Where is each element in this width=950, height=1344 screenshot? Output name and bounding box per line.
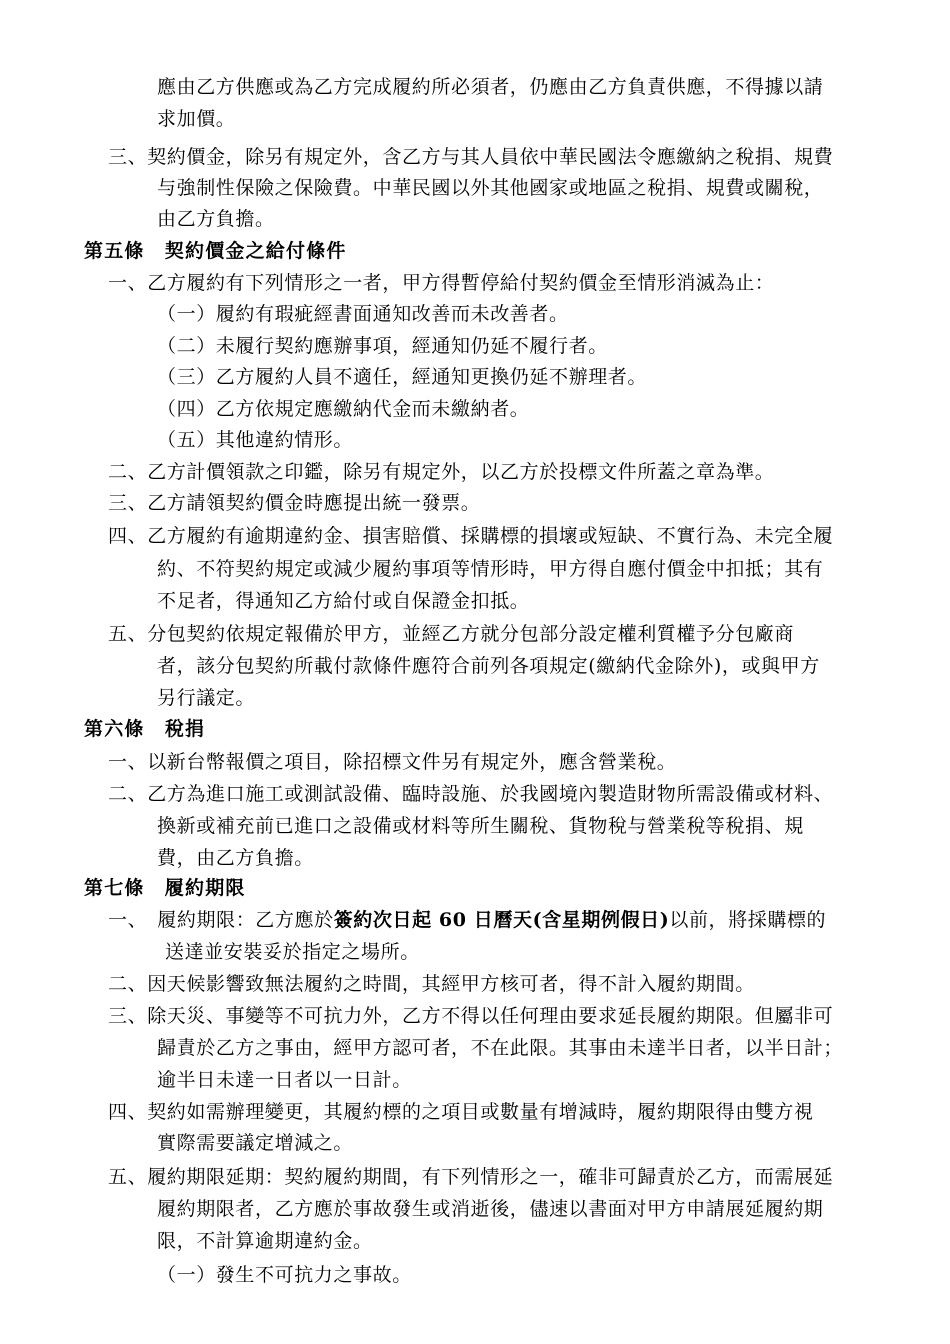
text-line: 者，該分包契約所載付款條件應符合前列各項規定(繳納代金除外)，或與甲方 bbox=[157, 655, 820, 677]
text-line: 与強制性保險之保險費。中華民國以外其他國家或地區之稅捐、規費或關稅， bbox=[157, 177, 824, 199]
text-line: 歸責於乙方之事由，經甲方認可者，不在此限。其事由未達半日者，以半日計； bbox=[157, 1037, 844, 1059]
text-line: 二、因天候影響致無法履約之時間，其經甲方核可者，得不計入履約期間。 bbox=[108, 973, 755, 995]
text-line: （五）其他違約情形。 bbox=[157, 429, 354, 451]
text-line: 二、乙方計價領款之印鑑，除另有規定外，以乙方於投標文件所蓋之章為準。 bbox=[108, 461, 775, 483]
article-heading: 第七條 履約期限 bbox=[84, 877, 246, 899]
text-line: 實際需要議定增減之。 bbox=[157, 1132, 354, 1154]
text-line: 履約期限者，乙方應於事故發生或消逝後，儘速以書面对甲方申請展延履約期 bbox=[157, 1198, 824, 1220]
text-line: 約、不符契約規定或減少履約事項等情形時，甲方得自應付價金中扣抵；其有 bbox=[157, 558, 824, 580]
text-line: 送達並安裝妥於指定之場所。 bbox=[165, 941, 420, 963]
article-heading: 第六條 稅捐 bbox=[84, 718, 206, 740]
text-line: 五、分包契約依規定報備於甲方，並經乙方就分包部分設定權利質權予分包廠商 bbox=[108, 623, 795, 645]
text-line: 一、以新台幣報價之項目，除招標文件另有規定外，應含營業稅。 bbox=[108, 751, 677, 773]
text-line: 逾半日未達一日者以一日計。 bbox=[157, 1069, 412, 1091]
bold-deadline: 簽約次日起 60 日曆天(含星期例假日) bbox=[333, 909, 670, 931]
text-line: 費，由乙方負擔。 bbox=[157, 847, 314, 869]
text-line: 三、契約價金，除另有規定外，含乙方与其人員依中華民國法令應繳納之稅捐、規費 bbox=[108, 146, 834, 168]
text-line: 三、乙方請領契約價金時應提出統一發票。 bbox=[108, 492, 481, 514]
text-line: 應由乙方供應或為乙方完成履約所必須者，仍應由乙方負責供應，不得據以請 bbox=[157, 76, 824, 98]
text-segment: 以前，將採購標的 bbox=[669, 909, 827, 931]
text-line: （三）乙方履約人員不適任，經通知更換仍延不辦理者。 bbox=[157, 366, 648, 388]
text-line: （一）履約有瑕疵經書面通知改善而未改善者。 bbox=[157, 303, 569, 325]
text-line: 限，不計算逾期違約金。 bbox=[157, 1230, 373, 1252]
text-segment: 一、 履約期限：乙方應於 bbox=[108, 909, 334, 931]
text-line: （四）乙方依規定應繳納代金而未繳納者。 bbox=[157, 398, 530, 420]
text-line: 另行議定。 bbox=[157, 687, 256, 709]
text-line: 四、乙方履約有逾期違約金、損害賠償、採購標的損壞或短缺、不實行為、未完全履 bbox=[108, 525, 834, 547]
text-line: 四、契約如需辦理變更，其履約標的之項目或數量有增減時，履約期限得由雙方視 bbox=[108, 1101, 814, 1123]
text-line: 由乙方負擔。 bbox=[157, 208, 275, 230]
text-line: 三、除天災、事變等不可抗力外，乙方不得以任何理由要求延長履約期限。但屬非可 bbox=[108, 1005, 834, 1027]
text-line: （二）未履行契約應辦事項，經通知仍延不履行者。 bbox=[157, 335, 608, 357]
text-line: （一）發生不可抗力之事故。 bbox=[157, 1264, 412, 1286]
text-line: 二、乙方為進口施工或測試設備、臨時設施、於我國境內製造財物所需設備或材料、 bbox=[108, 783, 834, 805]
text-line: 換新或補充前已進口之設備或材料等所生關稅、貨物稅与營業稅等稅捐、規 bbox=[157, 815, 804, 837]
text-line: 一、乙方履約有下列情形之一者，甲方得暫停給付契約價金至情形消滅為止： bbox=[108, 272, 775, 294]
text-line: 五、履約期限延期：契約履約期間，有下列情形之一，確非可歸責於乙方，而需展延 bbox=[108, 1166, 834, 1188]
text-line: 不足者，得通知乙方給付或自保證金扣抵。 bbox=[157, 590, 530, 612]
text-line bbox=[0, 905, 950, 936]
text-line: 求加價。 bbox=[157, 108, 236, 130]
article-heading: 第五條 契約價金之給付條件 bbox=[84, 240, 347, 262]
